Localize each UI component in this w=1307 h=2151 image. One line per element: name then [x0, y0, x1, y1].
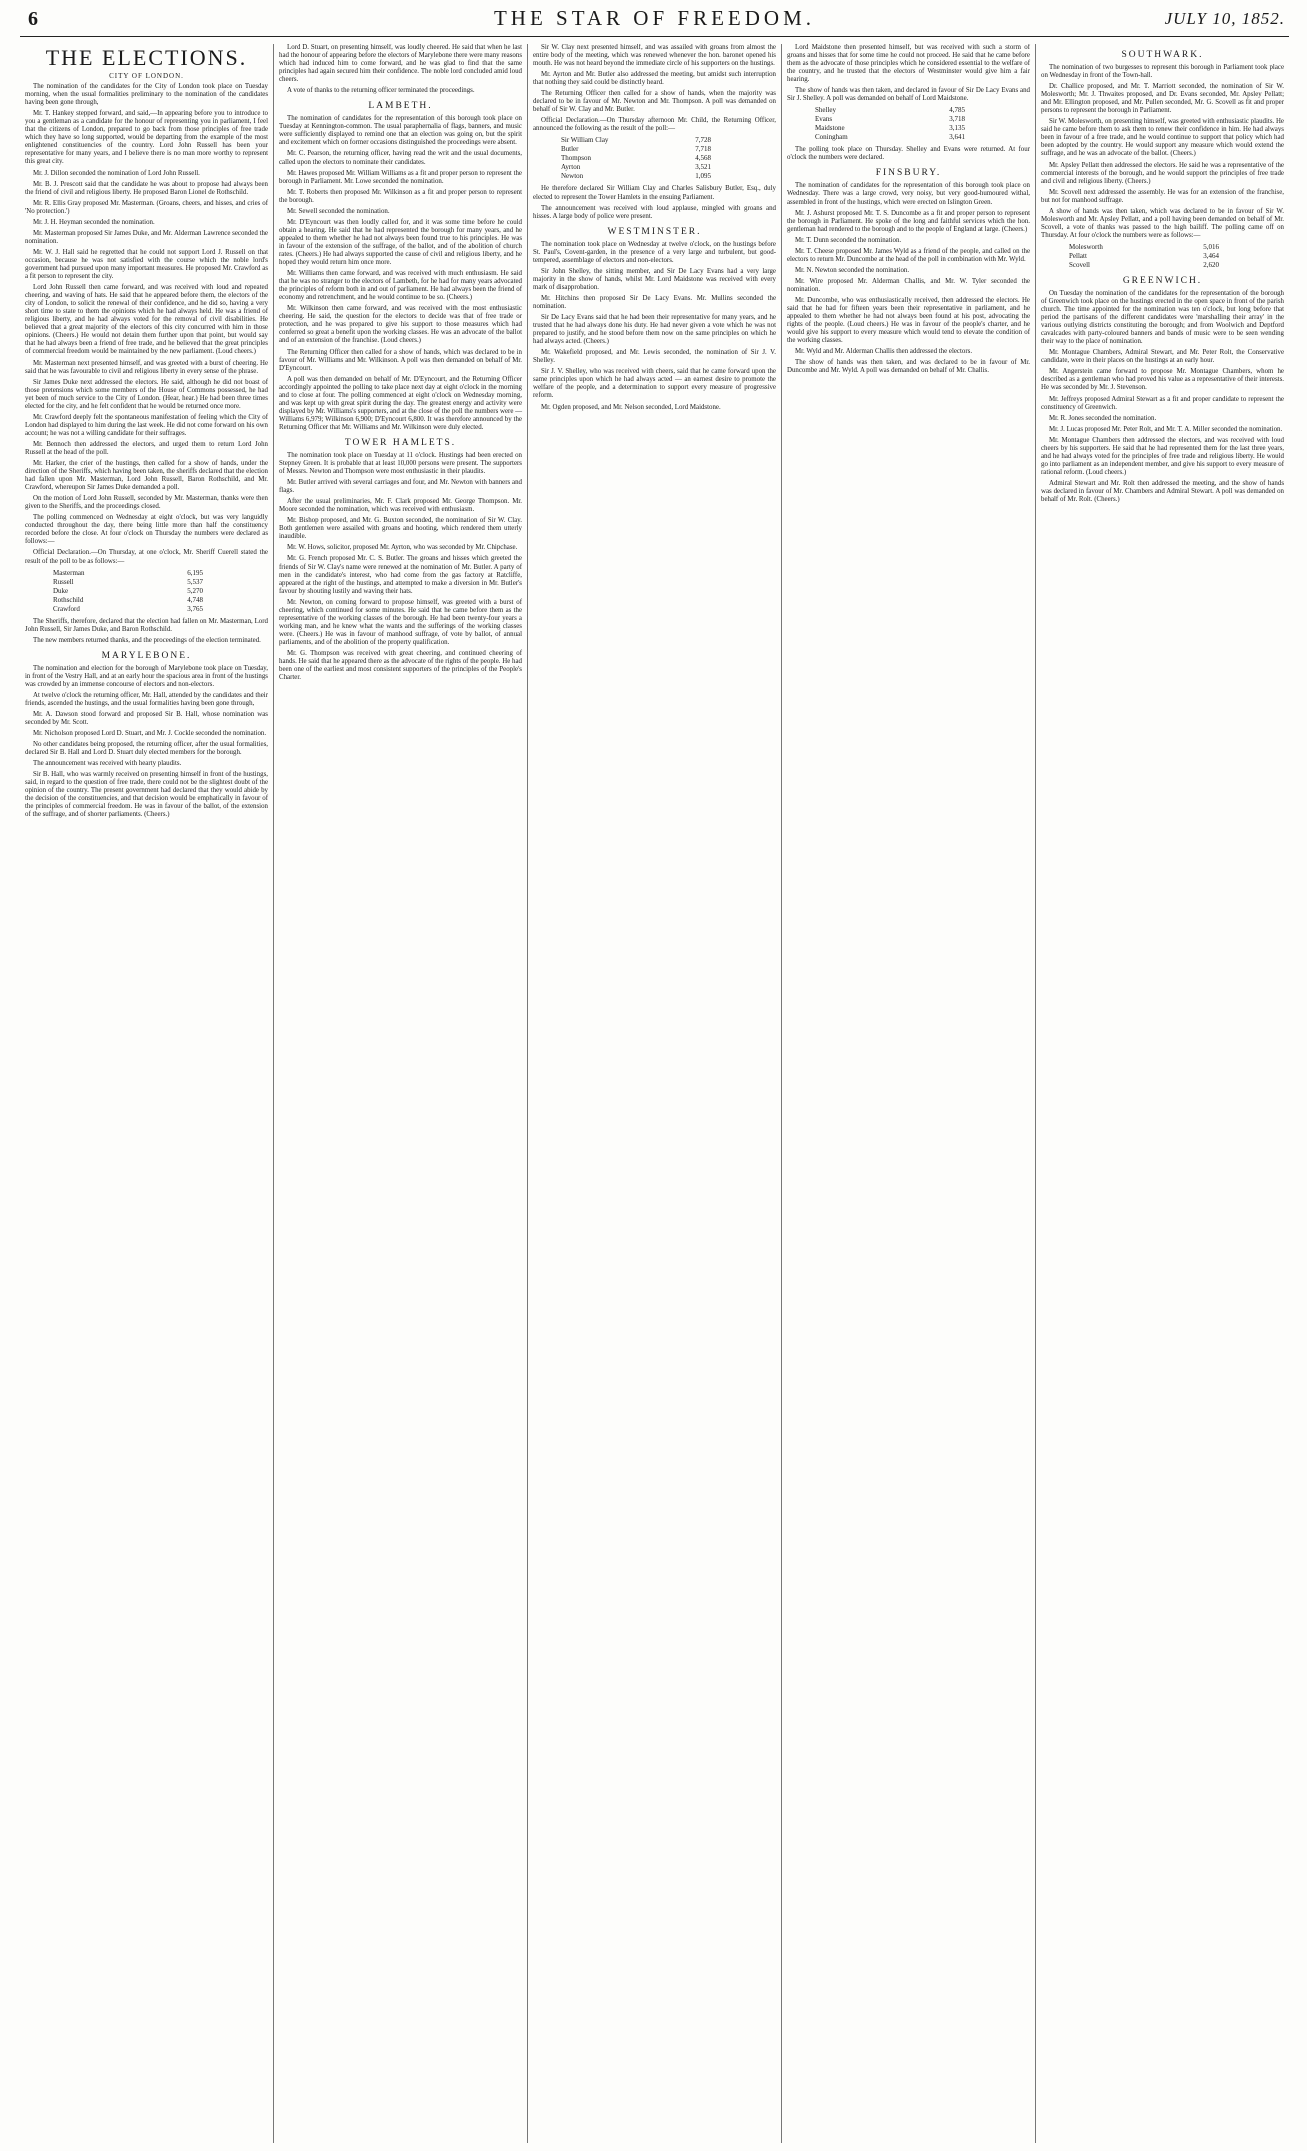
vote-count: 3,718	[949, 115, 965, 124]
vote-count: 6,195	[187, 568, 203, 577]
headline-greenwich: GREENWICH.	[1122, 275, 1203, 286]
paragraph: Sir John Shelley, the sitting member, and Sir De Lacy Evans had a very large majority in the show of hands, whilst Mr. Lord Maidstone was received with every mark of disapprobation.	[533, 267, 776, 291]
paragraph: Official Declaration.—On Thursday, at one o'clock, Mr. Sheriff Cuerell stated the result of the poll to be as follows:—	[25, 549, 268, 565]
paragraph: The announcement was received with loud applause, mingled with groans and hisses. A large body of police were present.	[533, 204, 776, 220]
paragraph: Mr. Harker, the crier of the hustings, then called for a show of hands, under the direction of the Sheriffs, which having been taken, the sheriffs declared that the election had fallen upon Mr. Masterman, Lord John Russell, Baron Rothschild, and Mr. Crawford, whereupon Sir James Duke demanded a poll.	[25, 460, 268, 492]
paragraph: The nomination and election for the borough of Marylebone took place on Tuesday, in front of the Vestry Hall, and at an early hour the spacious area in front of the hustings was crowded by an immense concourse of electors and non-electors.	[25, 664, 268, 688]
paragraph: Mr. C. Pearson, the returning officer, having read the writ and the usual documents, called upon the electors to nominate their candidates.	[279, 150, 522, 166]
paragraph: Sir James Duke next addressed the electors. He said, although he did not boast of those pretensions which some members of the House of Commons possessed, he had yet been of much service to the City of London. (Hear, hear.) He had been three times elected for the city, and he felt confident that he would be returned once more.	[25, 378, 268, 410]
paragraph: Mr. J. Lucas proposed Mr. Peter Rolt, and Mr. T. A. Miller seconded the nomination.	[1049, 425, 1283, 433]
column-1	[20, 44, 274, 2143]
poll-row	[1069, 261, 1219, 270]
paragraph: Mr. J. Ashurst proposed Mr. T. S. Duncombe as a fit and proper person to represent the borough in Parliament. He spoke of the long and faithful services which the hon. gentleman had rendered to the borough and to the people of England at large. (Cheers.)	[787, 209, 1030, 233]
paragraph: The Sheriffs, therefore, declared that the election had fallen on Mr. Masterman, Lord John Russell, Sir James Duke, and Baron Rothschild.	[25, 617, 268, 633]
vote-count: 3,765	[187, 604, 203, 613]
paragraph: The show of hands was then taken, and was declared to be in favour of Mr. Duncombe and Mr. Wyld. A poll was demanded on behalf of Mr. Challis.	[787, 359, 1030, 375]
vote-count: 3,464	[1203, 251, 1219, 260]
paragraph: Mr. R. Ellis Gray proposed Mr. Masterman. (Groans, cheers, and hisses, and cries of 'No protection.')	[25, 199, 268, 215]
paragraph: Mr. G. Thompson was received with great cheering, and continued cheering of hands. He said that he appeared there as the advocate of the rights of the people. He had been one of the earliest and most consistent supporters of the principles of the People's Charter.	[279, 650, 522, 682]
vote-count: 4,568	[695, 154, 711, 163]
paragraph: Admiral Stewart and Mr. Rolt then addressed the meeting, and the show of hands was declared in favour of Mr. Chambers and Admiral Stewart. A poll was demanded on behalf of Mr. Rolt. (Cheers.)	[1041, 479, 1284, 504]
paragraph: Sir B. Hall, who was warmly received on presenting himself in front of the hustings, said, in regard to the question of free trade, there could not be the slightest doubt of the opinion of the country. The present government had declared that they would abide by the decision of the constituencies, and that decision would be emphatically in favour of the principles of commercial freedom. He was in favour of the ballot, of the extension of the suffrage, and of shorter parliaments. (Cheers.)	[25, 771, 268, 819]
column-3	[528, 44, 782, 2143]
paragraph: Mr. T. Roberts then proposed Mr. Wilkinson as a fit and proper person to represent the borough.	[279, 188, 522, 204]
paragraph: Mr. T. Hankey stepped forward, and said,—In appearing before you to introduce to you a gentleman as a candidate for the honour of representing you in parliament, I feel that the citizens of London, prepared to go back from those principles of free trade which they have so long supported, would be departing from the example of the most enlightened constituencies of the country. Lord John Russell has been your representative for many years, and I believe there is no man more worthy to represent this great city.	[25, 110, 268, 166]
paragraph: Mr. J. H. Heyman seconded the nomination.	[33, 218, 155, 226]
candidate-name: Evans	[815, 115, 833, 124]
headline-finsbury: FINSBURY.	[875, 168, 942, 179]
paragraph: The polling commenced on Wednesday at eight o'clock, but was very languidly conducted throughout the day, there being little more than half the constituency recorded before the close. At four o'clock on Thursday the numbers were declared as follows:—	[25, 514, 268, 546]
paragraph: Mr. Hitchins then proposed Sir De Lacy Evans. Mr. Mullins seconded the nomination.	[533, 294, 776, 310]
paragraph: Mr. Wyld and Mr. Alderman Challis then addressed the electors.	[795, 348, 973, 356]
column-2	[274, 44, 528, 2143]
poll-row	[561, 163, 711, 172]
candidate-name: Thompson	[561, 154, 591, 163]
poll-row	[815, 124, 965, 133]
paragraph: Mr. Hawes proposed Mr. William Williams as a fit and proper person to represent the borough in Parliament. Mr. Lowe seconded the nomination.	[279, 169, 522, 185]
candidate-name: Rothschild	[53, 595, 84, 604]
candidate-name: Butler	[561, 145, 579, 154]
paragraph: Dr. Challice proposed, and Mr. T. Marriott seconded, the nomination of Sir W. Molesworth; Mr. J. Thwaites proposed, and Dr. Evans seconded, Mr. Apsley Pellatt; and Mr. Ellington proposed, and Mr. Pullen seconded, Mr. G. Scovell as fit and proper persons to represent the borough in Parliament.	[1041, 83, 1284, 115]
paragraph: Mr. T. Cheese proposed Mr. James Wyld as a friend of the people, and called on the electors to return Mr. Duncombe at the head of the poll in combination with Mr. Wyld.	[787, 247, 1030, 263]
masthead	[20, 6, 1289, 37]
page-number: 6	[28, 8, 38, 30]
candidate-name: Molesworth	[1069, 242, 1103, 251]
paragraph: A vote of thanks to the returning officer terminated the proceedings.	[287, 87, 475, 95]
paragraph: A poll was then demanded on behalf of Mr. D'Eyncourt, and the Returning Officer accordingly appointed the polling to take place next day at eight o'clock in the morning and to close at four. The polling commenced at eight o'clock on Wednesday morning, and was kept up with great spirit during the day. The greatest energy and activity were displayed by Mr. Williams's supporters, and at the close of the poll the numbers were — Williams 6,979; Wilkinson 6,900; D'Eyncourt 6,800. It was therefore announced by the Returning Officer that Mr. Williams and Mr. Wilkinson were duly elected.	[279, 375, 522, 431]
paragraph: Sir J. V. Shelley, who was received with cheers, said that he came forward upon the same principles upon which he had always acted — an earnest desire to promote the welfare of the people, and a determination to support every measure of progressive reform.	[533, 368, 776, 400]
vote-count: 5,270	[187, 586, 203, 595]
vote-count: 7,728	[695, 136, 711, 145]
candidate-name: Newton	[561, 172, 584, 181]
paragraph: Mr. Williams then came forward, and was received with much enthusiasm. He said that he was no stranger to the electors of Lambeth, for he had for many years advocated the principles of reform both in and out of parliament. He had always been the friend of economy and retrenchment, and he would continue to be so. (Cheers.)	[279, 270, 522, 302]
vote-count: 5,537	[187, 577, 203, 586]
paragraph: Mr. W. J. Hall said he regretted that he could not support Lord J. Russell on that occasion, because he was not satisfied with the course which the noble lord's government had pursued upon many important measures. He proposed Mr. Crawford as a fit person to represent the city.	[25, 248, 268, 281]
vote-count: 7,718	[695, 145, 711, 154]
headline-lambeth: LAMBETH.	[368, 101, 433, 112]
paragraph: The Returning Officer then called for a show of hands, when the majority was declared to be in favour of Mr. Newton and Mr. Thompson. A poll was demanded on behalf of Sir W. Clay and Mr. Butler.	[533, 90, 776, 114]
vote-count: 5,016	[1203, 242, 1219, 251]
paragraph: On the motion of Lord John Russell, seconded by Mr. Masterman, thanks were then given to the Sheriffs, and the proceedings closed.	[25, 495, 268, 511]
vote-count: 4,748	[187, 595, 203, 604]
candidate-name: Sir William Clay	[561, 136, 609, 145]
vote-count: 3,135	[949, 124, 965, 133]
poll-row	[561, 136, 711, 145]
paragraph: After the usual preliminaries, Mr. F. Clark proposed Mr. George Thompson. Mr. Moore seconded the nomination, which was received with enthusiasm.	[279, 498, 522, 514]
candidate-name: Ayrton	[561, 163, 581, 172]
paragraph: The Returning Officer then called for a show of hands, which was declared to be in favour of Mr. Williams and Mr. Wilkinson. A poll was then demanded on behalf of Mr. D'Eyncourt.	[279, 348, 522, 372]
subhead-city-of-london: CITY OF LONDON.	[109, 72, 184, 80]
candidate-name: Crawford	[53, 604, 80, 613]
poll-row	[815, 106, 965, 115]
paragraph: Mr. Masterman next presented himself, and was greeted with a burst of cheering. He said that he was favourable to civil and religious liberty in every sense of the phrase.	[25, 359, 268, 375]
poll-row	[53, 569, 203, 578]
paragraph: Mr. Wire proposed Mr. Alderman Challis, and Mr. W. Tyler seconded the nomination.	[787, 277, 1030, 293]
paragraph: The polling took place on Thursday. Shelley and Evans were returned. At four o'clock the numbers were declared.	[787, 146, 1030, 162]
poll-row	[53, 587, 203, 596]
paragraph: Mr. Bennoch then addressed the electors, and urged them to return Lord John Russell at the head of the poll.	[25, 440, 268, 456]
poll-row	[53, 578, 203, 587]
paragraph: No other candidates being proposed, the returning officer, after the usual formalities, declared Sir B. Hall and Lord D. Stuart duly elected members for the borough.	[25, 741, 268, 757]
candidate-name: Duke	[53, 586, 69, 595]
paragraph: The nomination of candidates for the representation of this borough took place on Tuesday at Kennington-common. The usual paraphernalia of flags, banners, and music were sufficiently displayed to remind one that an election was going on, but the spirit and excitement which on former occasions distinguished the proceedings were absent.	[279, 115, 522, 147]
paragraph: The nomination took place on Tuesday at 11 o'clock. Hustings had been erected on Stepney Green. It is probable that at least 10,000 persons were present. The supporters of Messrs. Newton and Thompson were most enthusiastic in their plaudits.	[279, 451, 522, 476]
candidate-name: Shelley	[815, 106, 836, 115]
paragraph: Official Declaration.—On Thursday afternoon Mr. Child, the Returning Officer, announced the following as the result of the poll:—	[533, 117, 776, 133]
paragraph: He therefore declared Sir William Clay and Charles Salisbury Butler, Esq., duly elected to represent the Tower Hamlets in the ensuing Parliament.	[533, 185, 776, 201]
poll-row	[53, 605, 203, 614]
paragraph: Mr. Crawford deeply felt the spontaneous manifestation of feeling which the City of London had displayed to him during the last week. He did not come forward on his own account; he was not a willing candidate for their suffrages.	[25, 413, 268, 437]
paragraph: Mr. Apsley Pellatt then addressed the electors. He said he was a representative of the commercial interests of the borough, and he would support the principles of free trade and civil and religious liberty. (Cheers.)	[1041, 161, 1284, 185]
paragraph: Lord D. Stuart, on presenting himself, was loudly cheered. He said that when he last had the honour of appearing before the electors of Marylebone there were many reasons which had induced him to come forward, and he was glad to find that the same principles had again secured him their confidence. The noble lord concluded amid loud cheers.	[279, 44, 522, 84]
paragraph: Mr. T. Dunn seconded the nomination.	[795, 236, 902, 244]
paragraph: The show of hands was then taken, and declared in favour of Sir De Lacy Evans and Sir J. Shelley. A poll was demanded on behalf of Lord Maidstone.	[787, 87, 1030, 103]
paragraph: A show of hands was then taken, which was declared to be in favour of Sir W. Molesworth and Mr. Apsley Pellatt, and a poll having been demanded on behalf of Mr. Scovell, a vote of thanks was passed to the high bailiff. The polling came off on Thursday. At four o'clock the numbers were as follows:—	[1041, 207, 1284, 239]
candidate-name: Masterman	[53, 568, 85, 577]
paragraph: Mr. Bishop proposed, and Mr. G. Buxton seconded, the nomination of Sir W. Clay. Both gentlemen were assailed with groans and hooting, which rendered them utterly inaudible.	[279, 517, 522, 541]
headline-elections: THE ELECTIONS.	[45, 45, 248, 70]
paragraph: Sir W. Clay next presented himself, and was assailed with groans from almost the entire body of the meeting, which was renewed whenever the hon. baronet opened his mouth. He was not heard beyond the immediate circle of his supporters on the hustings.	[533, 44, 776, 68]
paragraph: The nomination of the candidates for the City of London took place on Tuesday morning, when the usual formalities preliminary to the nomination of the candidates having been gone through,	[25, 83, 268, 107]
issue-date: JULY 10, 1852.	[1164, 9, 1285, 28]
poll-table-tower-hamlets	[561, 136, 776, 181]
paragraph: Sir W. Molesworth, on presenting himself, was greeted with enthusiastic plaudits. He said he came before them to ask them to renew their confidence in him. He had always been in favour of a free trade, and he would continue to support that policy which had been adopted by the country. He would support any measure which would extend the suffrage, and he was an advocate of the ballot. (Cheers.)	[1041, 118, 1284, 158]
vote-count: 2,620	[1203, 260, 1219, 269]
paragraph: The announcement was received with hearty plaudits.	[33, 760, 182, 768]
paragraph: Mr. Newton, on coming forward to propose himself, was greeted with a burst of cheering, which continued for some minutes. He said that he came before them as the representative of the working classes of the borough. He had been twenty-four years a working man, and he knew what the wants and the sufferings of the working classes were. (Cheers.) He was in favour of manhood suffrage, of vote by ballot, of annual parliaments, and of the abolition of the property qualification.	[279, 598, 522, 646]
paragraph: Mr. N. Newton seconded the nomination.	[795, 266, 910, 274]
paragraph: Mr. Butler arrived with several carriages and four, and Mr. Newton with banners and flags.	[279, 479, 522, 495]
vote-count: 4,785	[949, 106, 965, 115]
poll-row	[561, 145, 711, 154]
paragraph: Mr. D'Eyncourt was then loudly called for, and it was some time before he could obtain a hearing. He said that he had represented the borough for many years, and he appealed to them whether he had not always been found true to his principles. He was in favour of the extension of the suffrage, of the ballot, and of the abolition of church rates. (Cheers.) He had always supported the cause of civil and religious liberty, and he hoped they would return him once more.	[279, 218, 522, 267]
candidate-name: Maidstone	[815, 124, 845, 133]
paragraph: Mr. Ogden proposed, and Mr. Nelson seconded, Lord Maidstone.	[541, 403, 721, 411]
paragraph: Mr. Angerstein came forward to propose Mr. Montague Chambers, whom he described as a gentleman who had proved his value as a representative of their interests. He was seconded by Mr. J. Stevenson.	[1041, 368, 1284, 392]
paragraph: The nomination of two burgesses to represent this borough in Parliament took place on Wednesday in front of the Town-hall.	[1041, 64, 1284, 80]
paragraph: Sir De Lacy Evans said that he had been their representative for many years, and he trusted that he had always done his duty. He had never given a vote which he was not prepared to justify, and he stood before them now on the same principles on which he had always acted. (Cheers.)	[533, 314, 776, 346]
paragraph: Mr. A. Dawson stood forward and proposed Sir B. Hall, whose nomination was seconded by Mr. Scott.	[25, 710, 268, 726]
paragraph: Mr. Masterman proposed Sir James Duke, and Mr. Alderman Lawrence seconded the nomination.	[25, 229, 268, 245]
paragraph: Mr. Jeffreys proposed Admiral Stewart as a fit and proper candidate to represent the constituency of Greenwich.	[1041, 395, 1284, 411]
paragraph: Mr. Duncombe, who was enthusiastically received, then addressed the electors. He said that he had for fifteen years been their representative in parliament, and he appealed to them whether he had not always been found at his post, advocating the rights of the people. (Loud cheers.) He was in favour of the people's charter, and he would give his support to every measure which would tend to elevate the condition of the working classes.	[787, 296, 1030, 345]
poll-table-westminster	[815, 106, 1030, 142]
poll-row	[561, 154, 711, 163]
candidate-name: Scovell	[1069, 260, 1090, 269]
paragraph: Mr. R. Jones seconded the nomination.	[1049, 414, 1157, 422]
poll-table-city	[53, 569, 268, 614]
vote-count: 3,641	[949, 133, 965, 142]
poll-row	[53, 596, 203, 605]
poll-row	[815, 115, 965, 124]
column-5	[1036, 44, 1289, 2143]
paragraph: Mr. Scovell next addressed the assembly. He was for an extension of the franchise, but not for manhood suffrage.	[1041, 188, 1284, 204]
vote-count: 3,521	[695, 163, 711, 172]
headline-tower-hamlets: TOWER HAMLETS.	[344, 437, 457, 448]
headline-southwark: SOUTHWARK.	[1121, 50, 1204, 60]
headline-marylebone: MARYLEBONE.	[101, 650, 192, 661]
paragraph: Mr. Nicholson proposed Lord D. Stuart, and Mr. J. Cockle seconded the nomination.	[33, 730, 267, 738]
candidate-name: Coningham	[815, 133, 848, 142]
column-4	[782, 44, 1036, 2143]
paragraph: The new members returned thanks, and the proceedings of the election terminated.	[33, 636, 261, 644]
poll-row	[561, 172, 711, 181]
poll-row	[1069, 243, 1219, 252]
columns	[20, 44, 1289, 2143]
paragraph: The nomination of candidates for the representation of this borough took place on Wednesday. There was a large crowd, very noisy, but very good-humoured withal, assembled in front of the hustings, which were erected on Islington Green.	[787, 182, 1030, 206]
paragraph: On Tuesday the nomination of the candidates for the representation of the borough of Greenwich took place on the hustings erected in the open space in front of the parish church. The time appointed for the nomination was ten o'clock, but long before that period the partisans of the different candidates were 'marshalling their array' in the various outlying districts constituting the borough; and from Woolwich and Deptford cavalcades with party-coloured banners and bands of music were to be seen wending their way to the place of nomination.	[1041, 289, 1284, 346]
paragraph: The nomination took place on Wednesday at twelve o'clock, on the hustings before St. Paul's, Covent-garden, in the presence of a very large and turbulent, but good-tempered, assemblage of electors and non-electors.	[533, 240, 776, 264]
poll-table-southwark	[1069, 243, 1284, 270]
paragraph: Lord John Russell then came forward, and was received with loud and repeated cheering, and waving of hats. He said that he appeared before them, the electors of the city of London, to solicit the renewal of their confidence, and he did so, having a very short time to state to them the opinions which he had always held. He was a friend of religious liberty, and he had always voted for the removal of civil disabilities. He believed that a great majority of the electors of this city concurred with him in those opinions. (Cheers.) He would not detain them further upon that point, but would say that he had always been a friend of free trade, and he believed that the great principles of commercial freedom would be maintained by the new parliament. (Loud cheers.)	[25, 284, 268, 356]
vote-count: 1,095	[695, 172, 711, 181]
paragraph: Mr. Wakefield proposed, and Mr. Lewis seconded, the nomination of Sir J. V. Shelley.	[533, 349, 776, 365]
headline-westminster: WESTMINSTER.	[607, 226, 702, 237]
poll-row	[1069, 252, 1219, 261]
candidate-name: Pellatt	[1069, 251, 1087, 260]
paragraph: Mr. Sewell seconded the nomination.	[287, 207, 390, 215]
paragraph: At twelve o'clock the returning officer, Mr. Hall, attended by the candidates and their friends, ascended the hustings, and the usual formalities having been gone through,	[25, 691, 268, 707]
paragraph: Mr. Ayrton and Mr. Butler also addressed the meeting, but amidst such interruption that nothing they said could be distinctly heard.	[533, 71, 776, 87]
paragraph: Mr. B. J. Prescott said that the candidate he was about to propose had always been the friend of civil and religious liberty. He proposed Baron Lionel de Rothschild.	[25, 180, 268, 196]
paragraph: Lord Maidstone then presented himself, but was received with such a storm of groans and hisses that for some time he could not proceed. He said that he came before them as the advocate of those principles which he considered essential to the welfare of the country, and he trusted that the electors of Westminster would give him a fair hearing.	[787, 44, 1030, 84]
paragraph: Mr. Montague Chambers, Admiral Stewart, and Mr. Peter Rolt, the Conservative candidate, were in their places on the hustings at an early hour.	[1041, 349, 1284, 365]
paragraph: Mr. G. French proposed Mr. C. S. Butler. The groans and hisses which greeted the friends of Sir W. Clay's name were renewed at the nomination of Mr. Butler. A party of men in the candidate's interest, who had come from the gas factory at Ratcliffe, appeared at the right of the hustings, and attempted to make a diversion in Mr. Butler's favour by shouting lustily and waving their hats.	[279, 555, 522, 595]
paragraph: Mr. W. Hows, solicitor, proposed Mr. Ayrton, who was seconded by Mr. Chipchase.	[287, 544, 518, 552]
candidate-name: Russell	[53, 577, 74, 586]
paragraph: Mr. J. Dillon seconded the nomination of Lord John Russell.	[33, 169, 200, 177]
paragraph: Mr. Wilkinson then came forward, and was received with the most enthusiastic cheering. He said, the question for the electors to decide was that of free trade or protection, and he was prepared to give his support to those measures which had conferred so great a benefit upon the working classes. He was an advocate of the ballot and of an extension of the franchise. (Loud cheers.)	[279, 305, 522, 345]
newspaper-title: THE STAR OF FREEDOM.	[493, 6, 815, 30]
paragraph: Mr. Montague Chambers then addressed the electors, and was received with loud cheers by his supporters. He said that he had represented them for the last three years, and he had always voted for the principles of free trade and religious liberty. He would go into parliament as an independent member, and give his support to every measure of rational reform. (Loud cheers.)	[1041, 436, 1284, 476]
poll-row	[815, 133, 965, 142]
